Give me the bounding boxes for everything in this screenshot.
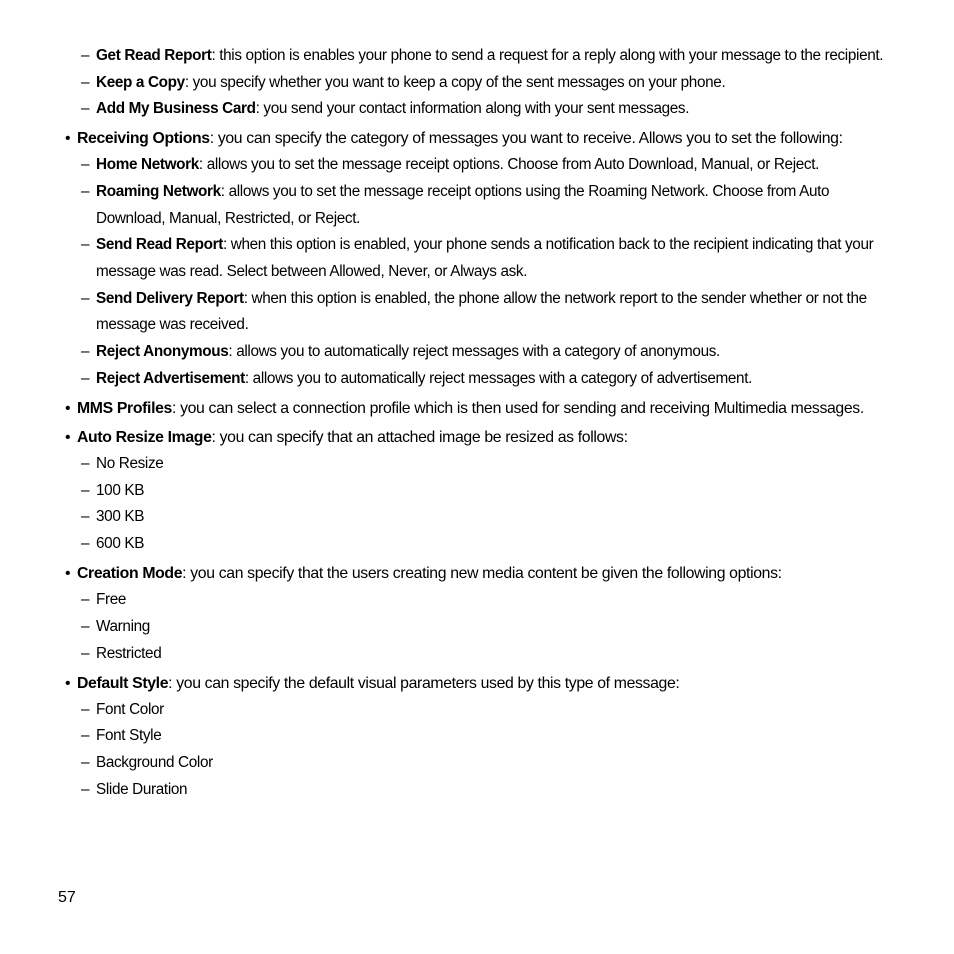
list-item-font-style (81, 726, 161, 746)
list-item-warning (81, 617, 150, 637)
item-text: : allows you to set the message receipt options using the Roaming Network. Choose from Auto (220, 183, 830, 200)
item-term: Keep a Copy (96, 74, 185, 91)
list-item-roaming-network (81, 182, 829, 202)
dash-marker: – (81, 100, 90, 117)
dash-marker: – (81, 47, 90, 64)
dash-marker: – (81, 645, 90, 662)
list-item-slide-duration (81, 780, 187, 800)
item-term: MMS Profiles (77, 400, 172, 417)
dash-marker: – (81, 156, 90, 173)
list-item-default-style (65, 674, 679, 694)
list-item-free (81, 590, 126, 610)
bullet-marker: • (65, 675, 71, 692)
dash-marker: – (81, 727, 90, 744)
dash-marker: – (81, 781, 90, 798)
item-text: Slide Duration (96, 781, 188, 798)
item-text: : allows you to set the message receipt options. Choose from Auto Download, Manual, or Reject. (198, 156, 820, 173)
list-item-mms-profiles (65, 399, 864, 419)
dash-marker: – (81, 290, 90, 307)
item-text: : you send your contact information along with your sent messages. (255, 100, 690, 117)
bullet-marker: • (65, 400, 71, 417)
dash-marker: – (81, 591, 90, 608)
list-item-reject-anonymous (81, 342, 720, 362)
list-item-100kb (81, 481, 144, 501)
item-text: : you specify whether you want to keep a copy of the sent messages on your phone. (184, 74, 726, 91)
list-item-home-network (81, 155, 819, 175)
list-item-send-delivery-report (81, 289, 867, 309)
list-item-restricted (81, 644, 161, 664)
item-text: Warning (96, 618, 150, 635)
item-text: Background Color (96, 754, 213, 771)
page-number: 57 (58, 889, 76, 906)
item-text: 600 KB (96, 535, 145, 552)
item-term: Add My Business Card (96, 100, 256, 117)
dash-marker: – (81, 455, 90, 472)
item-term: Reject Advertisement (96, 370, 245, 387)
dash-marker: – (81, 183, 90, 200)
list-item-auto-resize-image (65, 428, 628, 448)
list-item-keep-a-copy (81, 73, 725, 93)
dash-marker: – (81, 701, 90, 718)
dash-marker: – (81, 74, 90, 91)
item-text: : you can specify that an attached image be resized as follows: (211, 429, 628, 446)
list-item-300kb (81, 507, 144, 527)
item-text: : allows you to automatically reject messages with a category of anonymous. (228, 343, 720, 360)
item-text: Font Color (96, 701, 164, 718)
item-text: : this option is enables your phone to send a request for a reply along with your message to the recipient. (211, 47, 884, 64)
item-text: : when this option is enabled, your phone sends a notification back to the recipient indicating that your (223, 236, 874, 253)
dash-marker: – (81, 343, 90, 360)
dash-marker: – (81, 370, 90, 387)
bullet-marker: • (65, 130, 71, 147)
item-text: Restricted (96, 645, 162, 662)
item-term: Reject Anonymous (96, 343, 229, 360)
item-term: Roaming Network (96, 183, 221, 200)
list-item-background-color (81, 753, 213, 773)
item-text: No Resize (96, 455, 164, 472)
dash-marker: – (81, 236, 90, 253)
dash-marker: – (81, 618, 90, 635)
item-text: : when this option is enabled, the phone allow the network report to the sender whether or not the (243, 290, 867, 307)
dash-marker: – (81, 508, 90, 525)
bullet-marker: • (65, 429, 71, 446)
item-text: : you can specify that the users creating new media content be given the following options: (182, 565, 782, 582)
item-text: 100 KB (96, 482, 145, 499)
dash-marker: – (81, 754, 90, 771)
item-text: Font Style (96, 727, 162, 744)
dash-marker: – (81, 535, 90, 552)
list-item-get-read-report (81, 46, 883, 66)
item-text: : allows you to automatically reject messages with a category of advertisement. (244, 370, 753, 387)
item-term: Default Style (77, 675, 169, 692)
list-item-add-my-business-card (81, 99, 689, 119)
item-term: Auto Resize Image (77, 429, 212, 446)
list-item-font-color (81, 700, 164, 720)
item-text: : you can specify the default visual parameters used by this type of message: (168, 675, 680, 692)
item-text: 300 KB (96, 508, 145, 525)
bullet-marker: • (65, 565, 71, 582)
item-text: : you can select a connection profile which is then used for sending and receiving Multimedia messages. (172, 400, 864, 417)
list-item-no-resize (81, 454, 163, 474)
item-term: Home Network (96, 156, 199, 173)
list-item-send-read-report (81, 235, 873, 255)
list-item-600kb (81, 534, 144, 554)
dash-marker: – (81, 482, 90, 499)
item-term: Receiving Options (77, 130, 210, 147)
list-item-receiving-options (65, 129, 843, 149)
list-item-reject-advertisement (81, 369, 752, 389)
item-text: : you can specify the category of messages you want to receive. Allows you to set the following: (209, 130, 843, 147)
item-text: Free (96, 591, 127, 608)
list-item-continuation: message was read. Select between Allowed, Never, or Always ask. (96, 263, 528, 280)
item-term: Get Read Report (96, 47, 212, 64)
item-term: Send Delivery Report (96, 290, 244, 307)
item-term: Send Read Report (96, 236, 223, 253)
list-item-continuation: message was received. (96, 316, 249, 333)
list-item-continuation: Download, Manual, Restricted, or Reject. (96, 210, 361, 227)
list-item-creation-mode (65, 564, 782, 584)
item-term: Creation Mode (77, 565, 183, 582)
